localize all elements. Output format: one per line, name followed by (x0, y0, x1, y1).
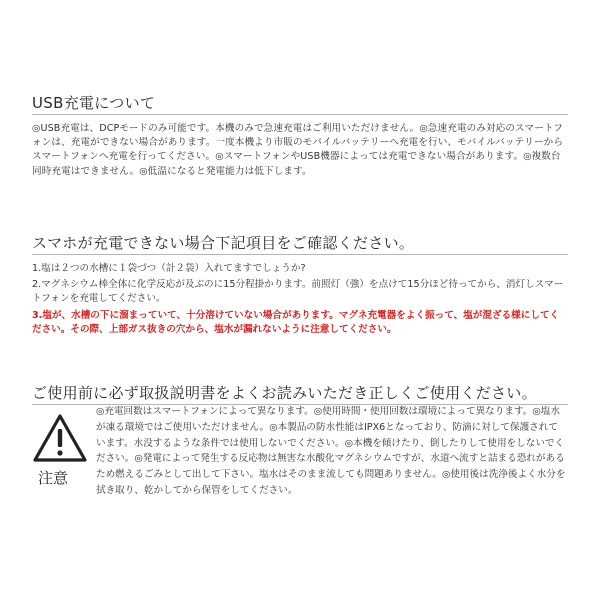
trouble-item-2: 2.マグネシウム棒全体に化学反応が及ぶのに15分程掛かります。前照灯（強）を点けて15分ほど待ってから、消灯しスマートフォンを充電してください。 (32, 279, 564, 305)
trouble-item-1: 1.塩は２つの水槽に１袋づつ（計２袋）入れてますでしょうか? (32, 263, 306, 274)
usb-section-body: ◎USB充電は、DCPモードのみ可能です。本機のみで急速充電はご利用いただけません。◎急速充電のみ対応のスマートフォンは、充電ができない場合があります。一度本機より市販のモバイルバッテリーへ充電を行い、モバイルバッテリーからスマートフォンへ充電を行ってください。◎スマートフォンやUSB機器によっては充電できない場合があります。◎複数台同時充電はできません。◎低温になると発電能力は低下します。 (32, 123, 564, 177)
usb-section-title: USB充電について (32, 94, 156, 112)
caution-label: 注意 (38, 469, 69, 487)
trouble-list (32, 262, 568, 339)
trouble-section-title: スマホが充電できない場合下記項目をご確認ください。 (32, 234, 415, 252)
caution-body: ◎充電回数はスマートフォンによって異なります。◎使用時間・使用回数は環境によって異なります。◎塩水が凍る環境ではご使用いただけません。◎本製品の防水性能はIPX6となっており、防滴に対して保護されています。水没するような条件では使用しないでください。◎本機を傾けたり、倒したりして使用をしないでください。◎発電によって発生する反応物は無害な水酸化マグネシウムですが、水道へ流すと詰まる恐れがあるため燃えるごみとして出して下さい。塩水はそのまま流しても問題ありません。◎使用後は洗浄後よく水分を拭き取り、乾かしてから保管をしてください。 (96, 406, 566, 496)
trouble-section-divider (32, 254, 568, 255)
warning-triangle-icon (32, 412, 88, 464)
caution-section-title: ご使用前に必ず取扱説明書をよくお読みいただき正しくご使用ください。 (32, 384, 537, 402)
trouble-item-3-warning: 3.塩が、水槽の下に溜まっていて、十分溶けていない場合があります。マグネ充電器をよく振って、塩が混ざる様にしてください。その際、上部ガス抜きの穴から、塩水が漏れないように注意してください。 (32, 309, 560, 335)
usb-section-divider (32, 114, 568, 115)
